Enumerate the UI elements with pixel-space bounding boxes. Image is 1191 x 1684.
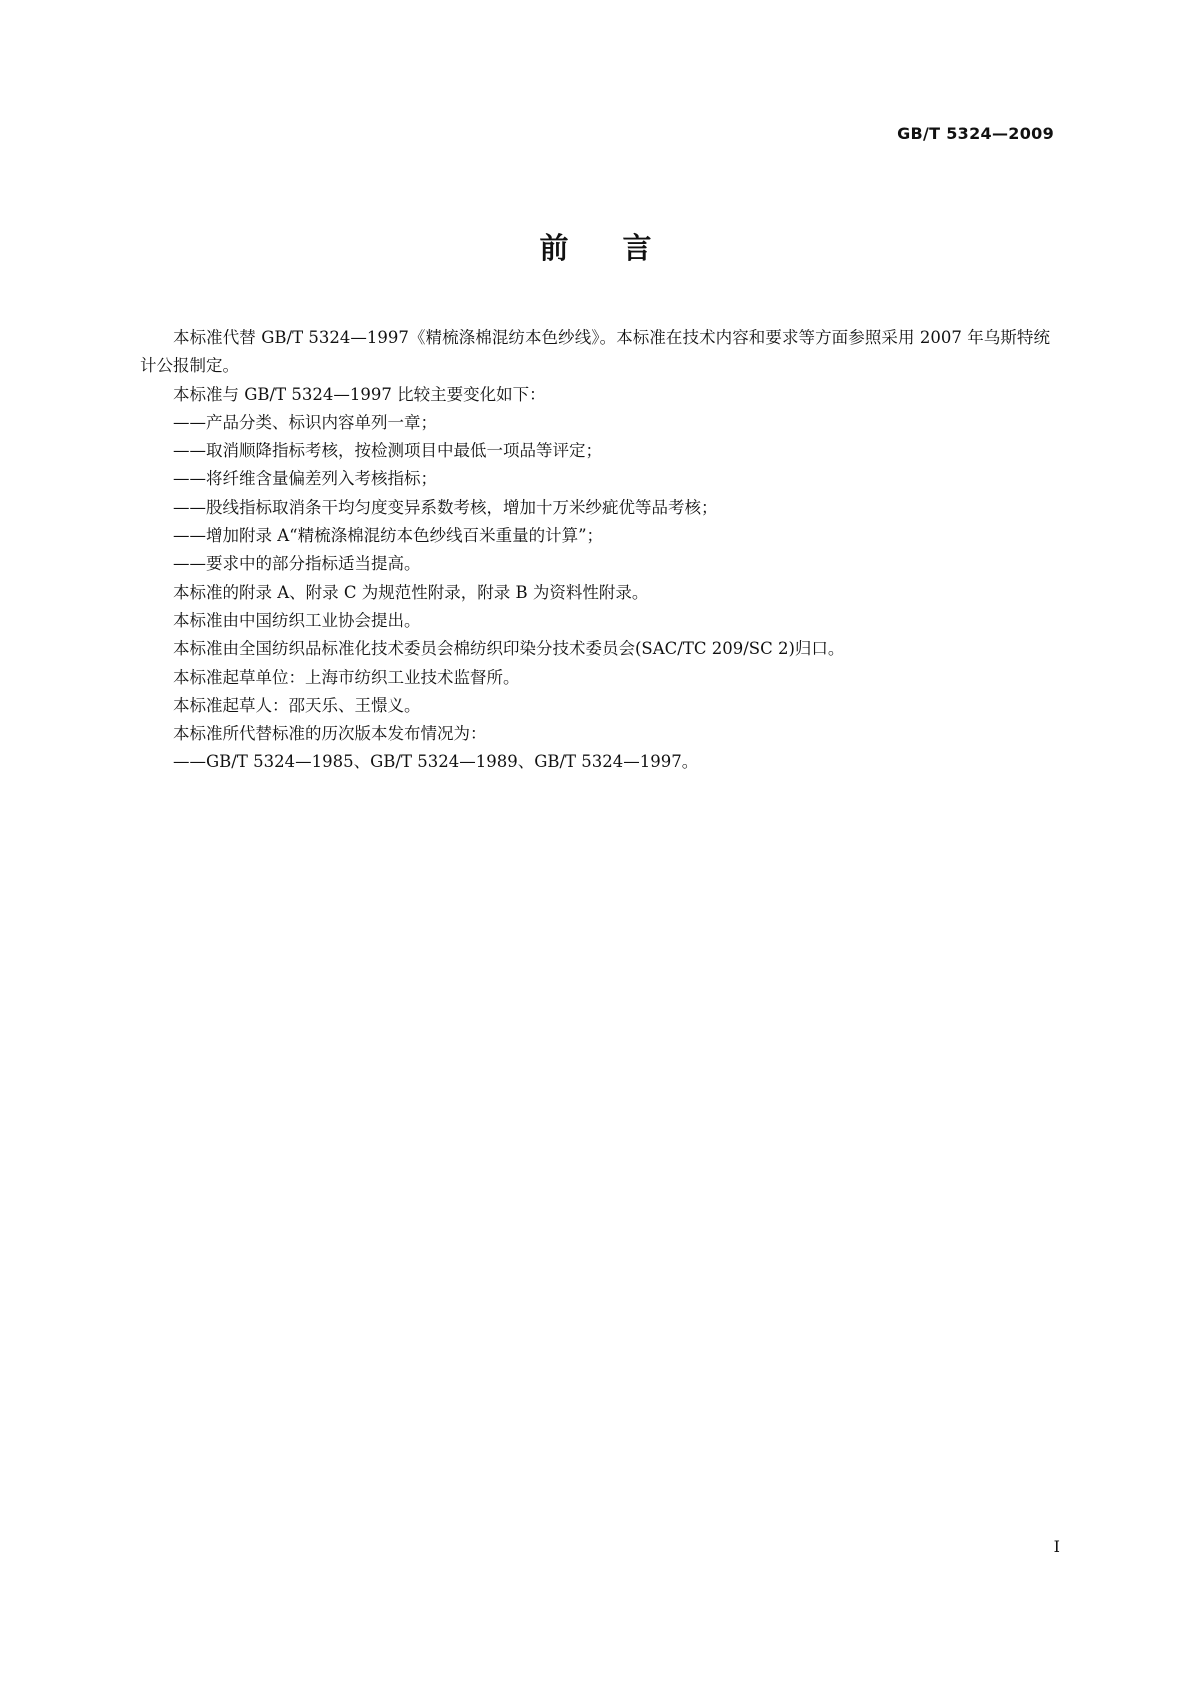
list-item-change: ——取消顺降指标考核，按检测项目中最低一项品等评定； <box>173 441 602 461</box>
page-title: 前言 <box>539 231 706 265</box>
list-item-edition: ——GB/T 5324—1985、GB/T 5324—1989、GB/T 5324—1997。 <box>173 752 699 772</box>
paragraph-drafting-unit: 本标准起草单位：上海市纺织工业技术监督所。 <box>173 667 520 687</box>
list-item-change: ——股线指标取消条干均匀度变异系数考核，增加十万米纱疵优等品考核； <box>173 497 718 517</box>
paragraph-committee: 本标准由全国纺织品标准化技术委员会棉纺织印染分技术委员会(SAC/TC 209/SC 2)归口。 <box>173 639 845 659</box>
paragraph-changes-intro: 本标准与 GB/T 5324—1997 比较主要变化如下： <box>173 384 546 404</box>
list-item-change: ——要求中的部分指标适当提高。 <box>173 554 421 574</box>
paragraph-proposer: 本标准由中国纺织工业协会提出。 <box>173 610 421 630</box>
standard-code: GB/T 5324—2009 <box>897 124 1054 143</box>
paragraph-previous-editions: 本标准所代替标准的历次版本发布情况为： <box>173 724 487 744</box>
paragraph-drafters: 本标准起草人：邵天乐、王憬义。 <box>173 695 421 715</box>
foreword-body <box>140 324 1050 777</box>
list-item-change: ——增加附录 A“精梳涤棉混纺本色纱线百米重量的计算”； <box>173 526 604 546</box>
list-item-change: ——将纤维含量偏差列入考核指标； <box>173 469 437 489</box>
page-number: I <box>1053 1537 1060 1556</box>
list-item-change: ——产品分类、标识内容单列一章； <box>173 412 437 432</box>
paragraph-replacement: 本标准代替 GB/T 5324—1997《精梳涤棉混纺本色纱线》。本标准在技术内容和要求等方面参照采用 2007 年乌斯特统计公报制定。 <box>140 328 1050 376</box>
paragraph-annexes: 本标准的附录 A、附录 C 为规范性附录，附录 B 为资料性附录。 <box>173 582 649 602</box>
